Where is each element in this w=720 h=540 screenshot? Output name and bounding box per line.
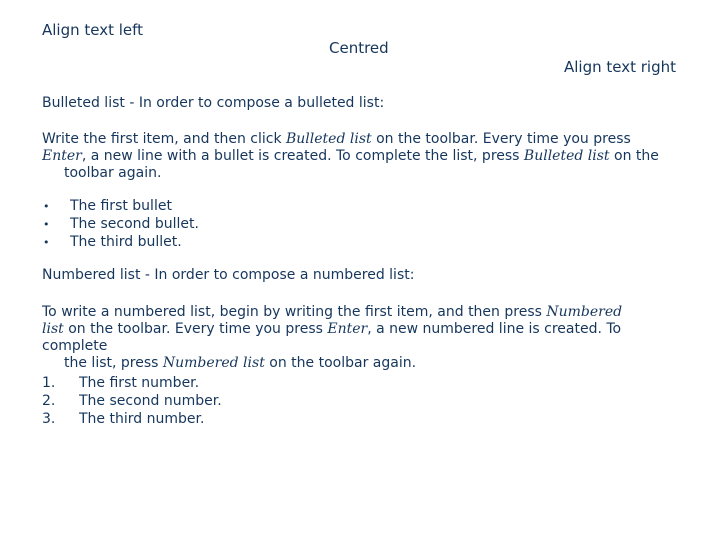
numbered-para-text-1: To write a numbered list, begin by writing the first item, and then press <box>42 304 547 320</box>
bullet-marker: • <box>43 218 50 231</box>
bulleted-para-text-5: toolbar again. <box>64 165 162 181</box>
bulleted-para-text-2: on the toolbar. Every time you press <box>371 131 631 147</box>
align-center-text: Centred <box>329 39 389 57</box>
bulleted-heading-sep: - <box>124 95 139 111</box>
numbered-para-line-3 <box>42 355 682 372</box>
numbered-para-em-1: Numbered <box>546 304 623 320</box>
numbered-para-text-2: on the toolbar. Every time you press <box>63 321 328 337</box>
bulleted-para-em-1: Bulleted list <box>286 131 372 147</box>
list-item-text: The first number. <box>79 375 200 391</box>
bullet-marker: • <box>43 200 50 213</box>
bulleted-para-em-3: Bulleted list <box>523 148 610 164</box>
align-left-text: Align text left <box>42 21 144 39</box>
number-marker: 3. <box>42 411 56 427</box>
numbered-para-text-4: the list, press <box>64 355 163 371</box>
numbered-paragraph <box>42 304 682 372</box>
number-marker: 2. <box>42 393 56 409</box>
list-item-text: The second number. <box>79 393 222 409</box>
bulleted-para-text-1: Write the first item, and then click <box>42 131 286 147</box>
numbered-para-em-1b: list <box>42 321 64 337</box>
numbered-para-em-3: Numbered list <box>162 355 265 371</box>
bulleted-para-em-2: Enter <box>42 148 82 164</box>
bulleted-paragraph <box>42 131 682 182</box>
bulleted-para-text-3: , a new line with a bullet is created. To complete the list, press <box>81 148 524 164</box>
numbered-para-em-2: Enter <box>327 321 368 337</box>
bulleted-heading-title: Bulleted list <box>42 95 125 111</box>
numbered-para-text-5: on the toolbar again. <box>264 355 417 371</box>
bulleted-heading <box>42 95 384 111</box>
bulleted-heading-rest: In order to compose a bulleted list: <box>138 95 385 111</box>
numbered-heading-rest: In order to compose a numbered list: <box>154 267 415 283</box>
list-item-text: The second bullet. <box>70 216 199 232</box>
numbered-para-text-3: , a new numbered line is created. To complete <box>42 321 622 354</box>
bullet-marker: • <box>43 236 50 249</box>
number-marker: 1. <box>42 375 56 391</box>
list-item-text: The first bullet <box>70 198 172 214</box>
align-right-text: Align text right <box>563 58 676 76</box>
list-item-text: The third bullet. <box>70 234 182 250</box>
numbered-heading <box>42 267 414 283</box>
list-item-text: The third number. <box>79 411 205 427</box>
numbered-heading-sep: - <box>140 267 155 283</box>
bulleted-para-text-4: on the <box>609 148 659 164</box>
numbered-heading-title: Numbered list <box>42 267 141 283</box>
